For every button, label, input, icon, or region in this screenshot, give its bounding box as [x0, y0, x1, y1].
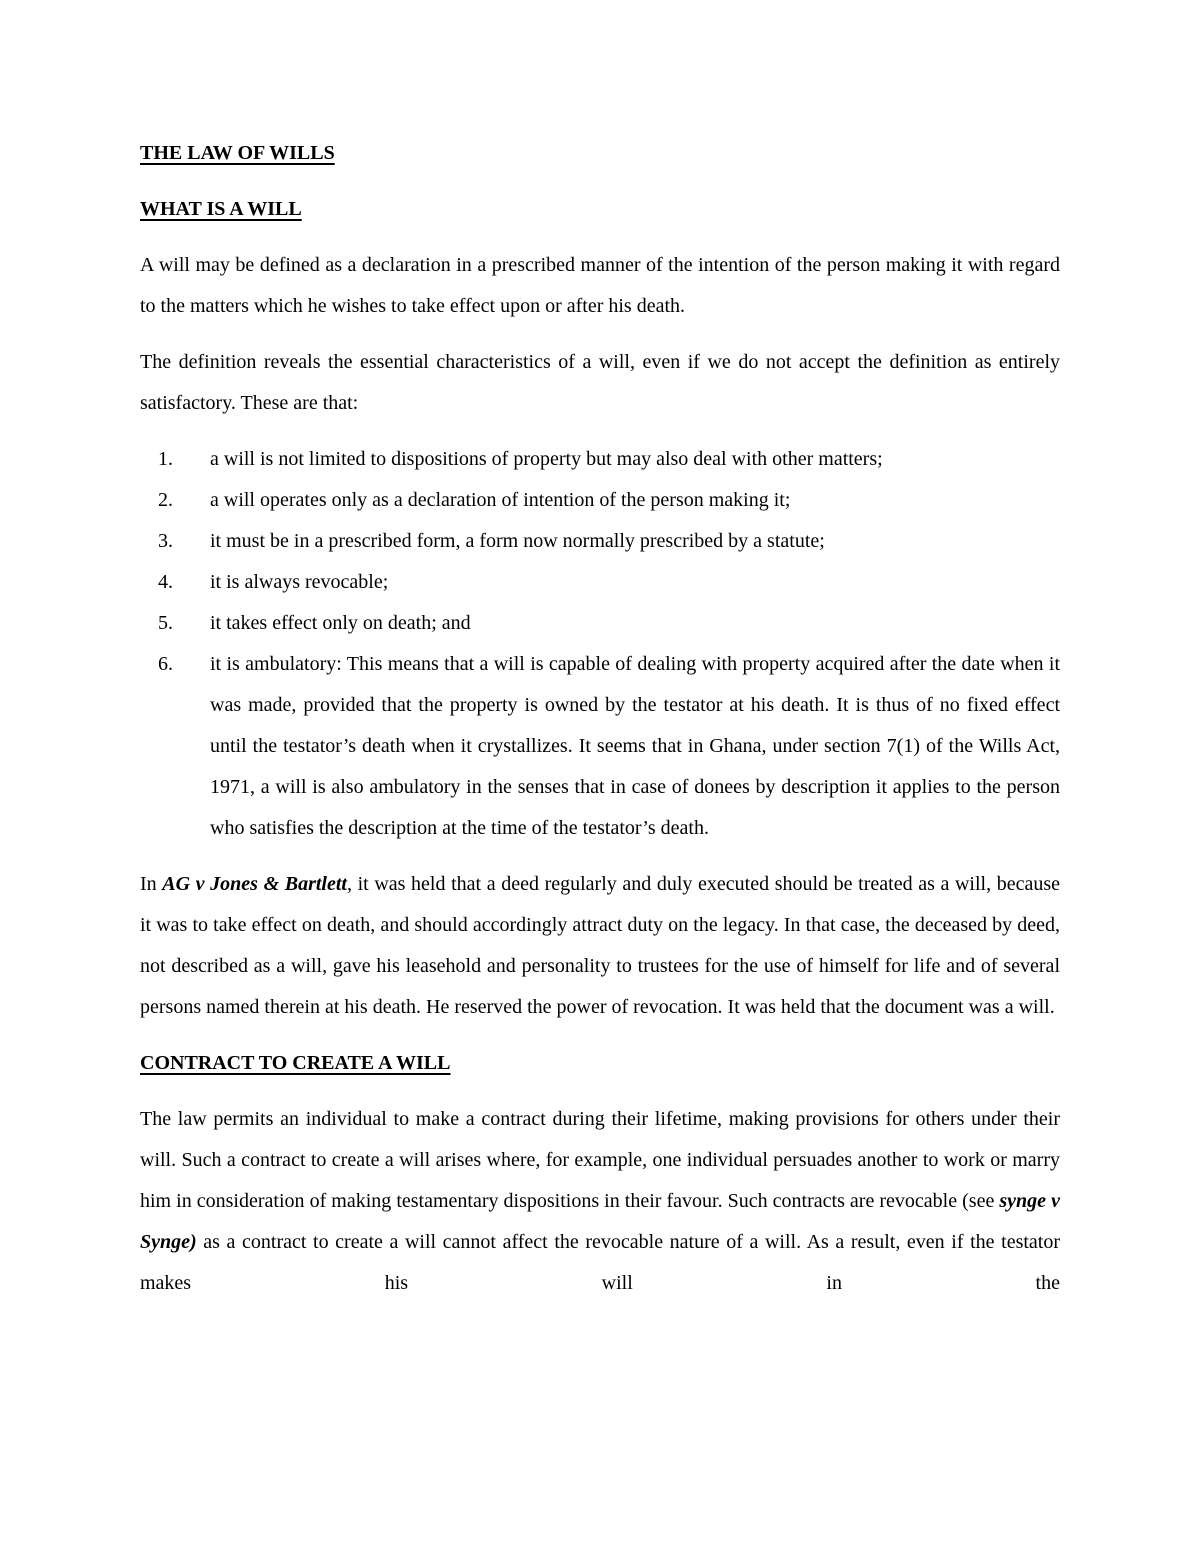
case-name-synge-v-synge: synge v Synge) — [140, 1190, 1060, 1253]
case-paragraph-post: , it was held that a deed regularly and duly executed should be treated as a will, because it was to take effect on death, and should accordingly attract duty on the legacy. In that case, the deceased by deed, not described as a will, gave his leasehold and personality to trustees for the use of himself for life and of several persons named therein at his death. He reserved the power of revocation. It was held that the document was a will. — [140, 873, 1060, 1018]
characteristics-list — [140, 439, 1060, 849]
contract-paragraph-pre: The law permits an individual to make a contract during their lifetime, making provisions for others under their will. Such a contract to create a will arises where, for example, one individual persuades another to work or marry him in consideration of making testamentary dispositions in their favour. Such contracts are revocable (see — [140, 1108, 1060, 1212]
paragraph-will-definition: A will may be defined as a declaration in a prescribed manner of the intention of the person making it with regard to the matters which he wishes to take effect upon or after his death. — [140, 254, 1060, 317]
section-heading-what-is-a-will: WHAT IS A WILL — [140, 198, 302, 220]
list-item-4: it is always revocable; — [210, 571, 389, 593]
contract-paragraph-post: as a contract to create a will cannot affect the revocable nature of a will. As a result, even if the testator makes his will in the — [140, 1231, 1060, 1294]
list-item-5: it takes effect only on death; and — [210, 612, 471, 634]
list-item-2: a will operates only as a declaration of intention of the person making it; — [210, 489, 791, 511]
section-heading-contract-to-create-a-will: CONTRACT TO CREATE A WILL — [140, 1052, 451, 1074]
paragraph-contract-to-create-will — [140, 1099, 1060, 1304]
case-paragraph-pre: In — [140, 873, 163, 895]
paragraph-ag-v-jones-case — [140, 864, 1060, 1028]
list-item-3: it must be in a prescribed form, a form now normally prescribed by a statute; — [210, 530, 825, 552]
paragraph-characteristics-intro: The definition reveals the essential characteristics of a will, even if we do not accept the definition as entirely satisfactory. These are that: — [140, 351, 1060, 414]
case-name-ag-v-jones-bartlett: AG v Jones & Bartlett — [162, 873, 347, 895]
document-title: THE LAW OF WILLS — [140, 142, 335, 164]
list-item-6: it is ambulatory: This means that a will is capable of dealing with property acquired after the date when it was made, provided that the property is owned by the testator at his death. It is thus of no fixed effect until the testator’s death when it crystallizes. It seems that in Ghana, under section 7(1) of the Wills Act, 1971, a will is also ambulatory in the senses that in case of donees by description it applies to the person who satisfies the description at the time of the testator’s death. — [210, 653, 1060, 839]
list-item-1: a will is not limited to dispositions of property but may also deal with other matters; — [210, 448, 883, 470]
